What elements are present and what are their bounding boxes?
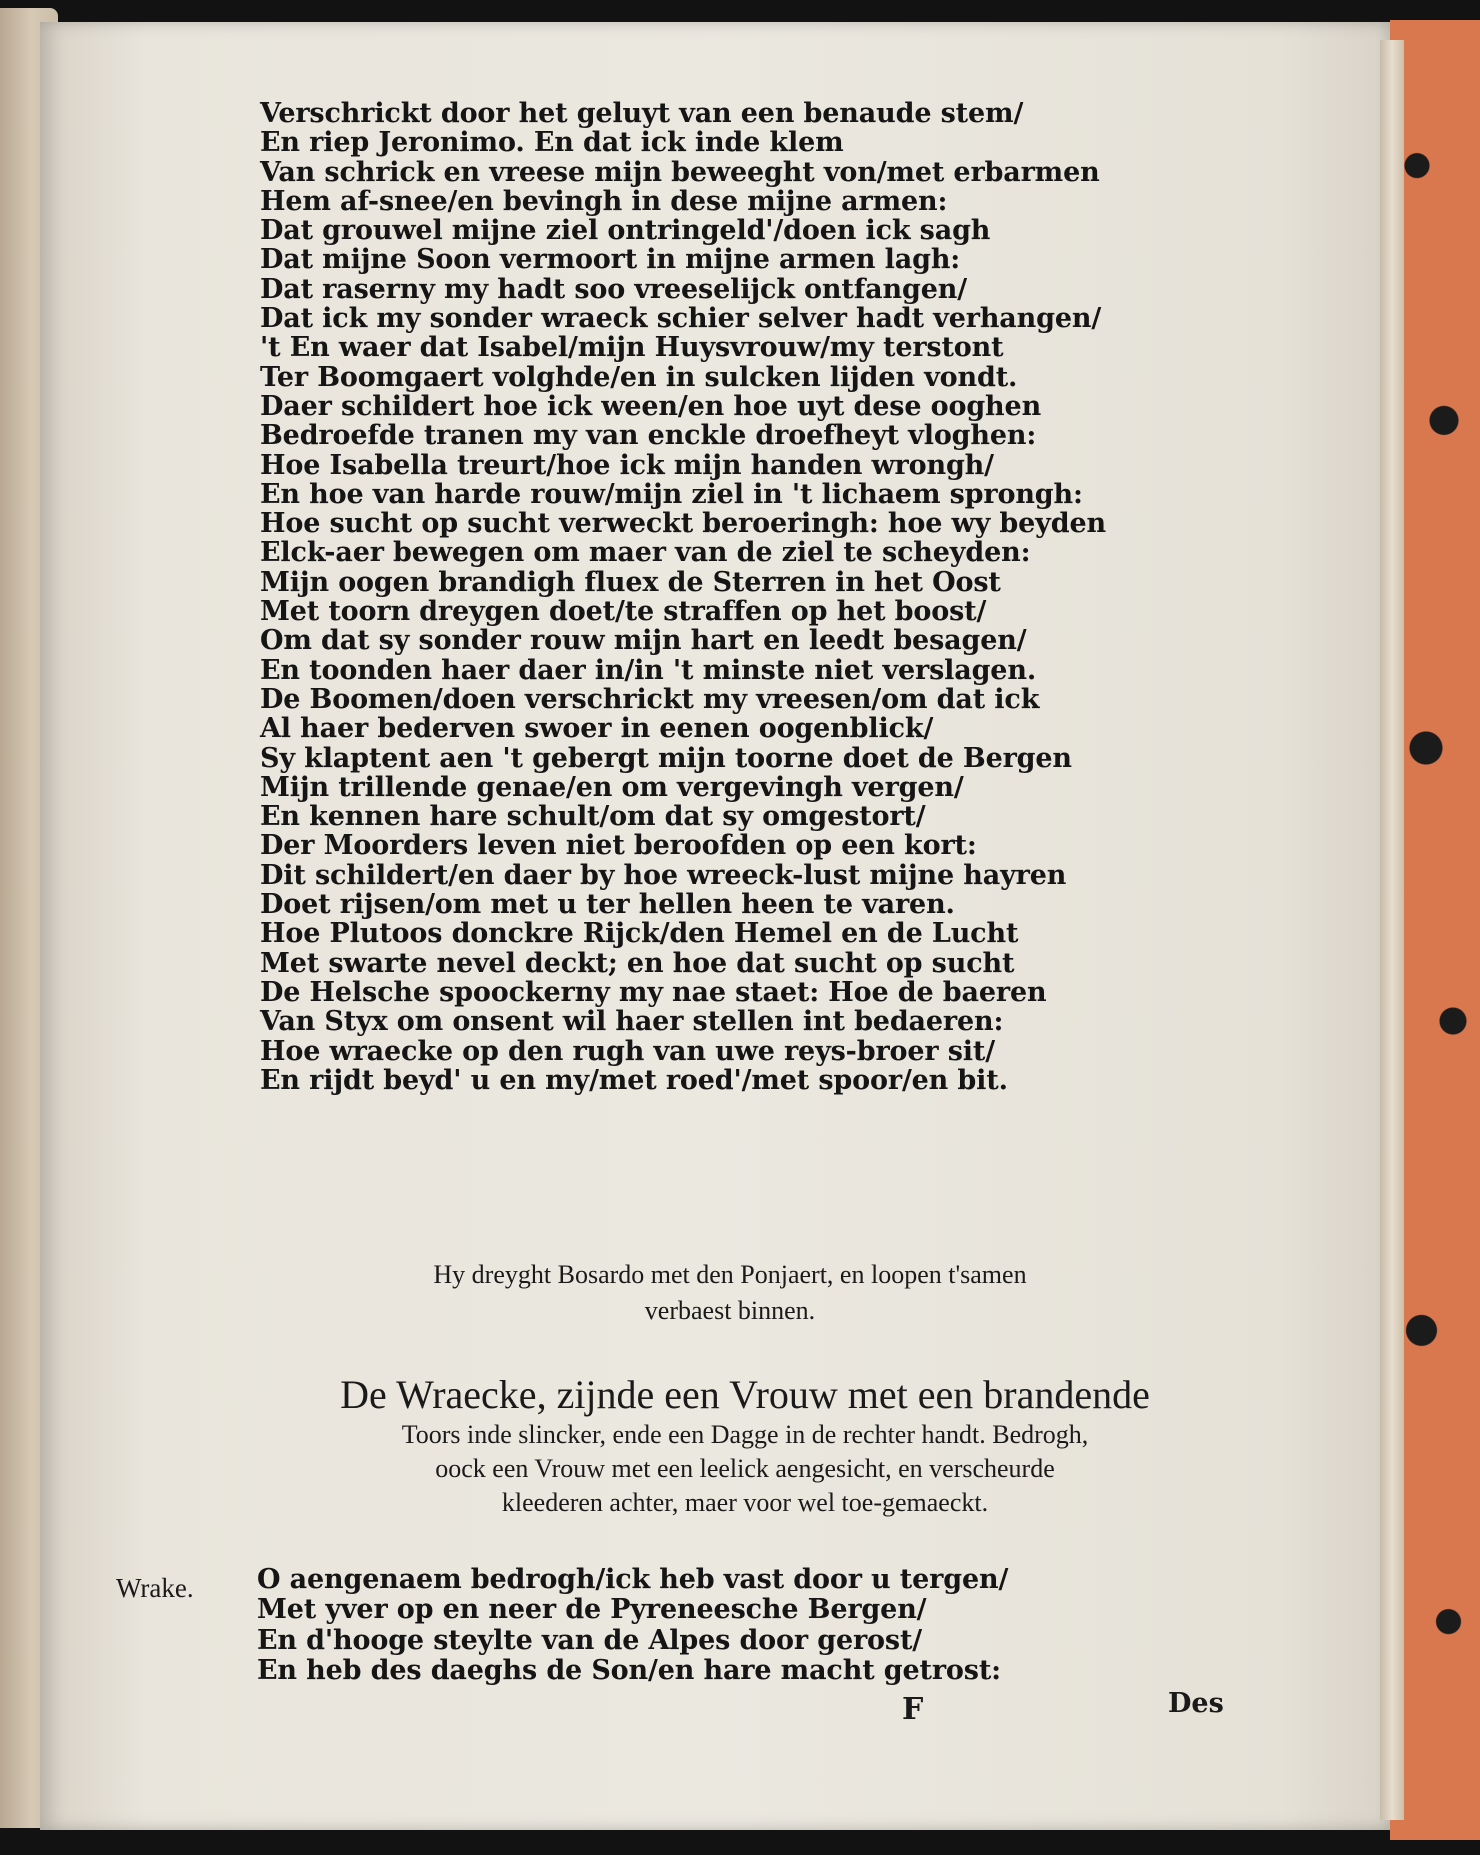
speech-line: O aengenaem bedrogh/ick heb vast door u tergen/ <box>257 1564 1009 1595</box>
verse-line: En rijdt beyd' u en my/met roed'/met spoor/en bit. <box>260 1064 1008 1096</box>
verse-line: Doet rijsen/om met u ter hellen heen te varen. <box>260 889 955 921</box>
speech-line: En d'hooge steylte van de Alpes door gerost/ <box>257 1624 922 1656</box>
verse-line: Dat grouwel mijne ziel ontringeld'/doen ick sagh <box>260 215 991 247</box>
catchword: Des <box>1168 1688 1224 1719</box>
verse-line: En hoe van harde rouw/mijn ziel in 't lichaem sprongh: <box>260 478 1083 510</box>
verse-line: De Helsche spoockerny my nae staet: Hoe de baeren <box>260 976 1047 1008</box>
verse-line: Verschrickt door het geluyt van een benaude stem/ <box>260 98 1024 129</box>
verse-line: Sy klaptent aen 't gebergt mijn toorne doet de Bergen <box>260 742 1072 774</box>
speech-block <box>257 1565 1117 1686</box>
verse-line: Hoe sucht op sucht verweckt beroeringh: hoe wy beyden <box>260 508 1106 540</box>
verse-line: Met toorn dreygen doet/te straffen op het boost/ <box>260 596 987 628</box>
speech-line: En heb des daeghs de Son/en hare macht getrost: <box>257 1654 1001 1686</box>
verse-line: De Boomen/doen verschrickt my vreesen/om dat ick <box>260 683 1040 715</box>
verse-line: Dit schildert/en daer by hoe wreeck-lust mijne hayren <box>260 859 1067 891</box>
scene-description-lead: De Wraecke, zijnde een Vrouw met een brandende <box>340 1372 1150 1417</box>
page-fore-edge <box>1380 40 1404 1820</box>
verse-line: Dat ick my sonder wraeck schier selver hadt verhangen/ <box>260 303 1102 335</box>
verse-line: Dat raserny my hadt soo vreeselijck ontfangen/ <box>260 273 967 305</box>
verse-line: Van Styx om onsent wil haer stellen int bedaeren: <box>260 1006 1004 1038</box>
speech-line: Met yver op en neer de Pyreneesche Bergen/ <box>257 1594 927 1626</box>
stage-direction <box>330 1257 1130 1329</box>
verse-line: En riep Jeronimo. En dat ick inde klem <box>260 127 844 159</box>
verse-line: Hoe Plutoos donckre Rijck/den Hemel en de Lucht <box>260 918 1019 950</box>
verse-line: Hoe wraecke op den rugh van uwe reys-broer sit/ <box>260 1035 995 1067</box>
verse-line: Der Moorders leven niet beroofden op een kort: <box>260 830 977 862</box>
scene-description-line: kleederen achter, maer voor wel toe-gemaeckt. <box>501 1488 989 1517</box>
verse-line: Mijn oogen brandigh fluex de Sterren in het Oost <box>260 566 1001 598</box>
signature-mark: F <box>902 1692 924 1727</box>
verse-line: Elck-aer bewegen om maer van de ziel te scheyden: <box>260 537 1031 569</box>
verse-line: En toonden haer daer in/in 't minste niet verslagen. <box>260 654 1037 686</box>
verse-line: Om dat sy sonder rouw mijn hart en leedt besagen/ <box>260 625 1027 657</box>
verse-line: Met swarte nevel deckt; en hoe dat sucht op sucht <box>260 947 1015 979</box>
verse-line: Hem af-snee/en bevingh in dese mijne armen: <box>260 185 948 217</box>
scene-description <box>250 1372 1240 1520</box>
verse-line: Dat mijne Soon vermoort in mijne armen lagh: <box>260 244 961 276</box>
verse-line: Van schrick en vreese mijn beweeght von/met erbarmen <box>260 156 1100 188</box>
verse-line: Al haer bederven swoer in eenen oogenblick/ <box>260 713 934 745</box>
verse-line: Ter Boomgaert volghde/en in sulcken lijden vondt. <box>260 361 1018 393</box>
verse-block <box>260 99 1120 1095</box>
verse-line: Hoe Isabella treurt/hoe ick mijn handen wrongh/ <box>260 449 994 481</box>
verse-line: 't En waer dat Isabel/mijn Huysvrouw/my terstont <box>260 332 1004 364</box>
verse-line: Daer schildert hoe ick ween/en hoe uyt dese ooghen <box>260 390 1042 422</box>
verse-line: Mijn trillende genae/en om vergevingh vergen/ <box>260 771 964 803</box>
scene-description-line: oock een Vrouw met een leelick aengesicht, en verscheurde <box>435 1454 1055 1483</box>
verse-line: Bedroefde tranen my van enckle droefheyt vloghen: <box>260 420 1037 452</box>
verse-line: En kennen hare schult/om dat sy omgestort/ <box>260 801 926 833</box>
stage-direction-line: Hy dreyght Bosardo met den Ponjaert, en loopen t'samen <box>433 1260 1027 1289</box>
scene-description-line: Toors inde slincker, ende een Dagge in de rechter handt. Bedrogh, <box>401 1420 1089 1449</box>
speaker-name: Wrake. <box>116 1573 194 1603</box>
stage-direction-line: verbaest binnen. <box>644 1296 816 1325</box>
